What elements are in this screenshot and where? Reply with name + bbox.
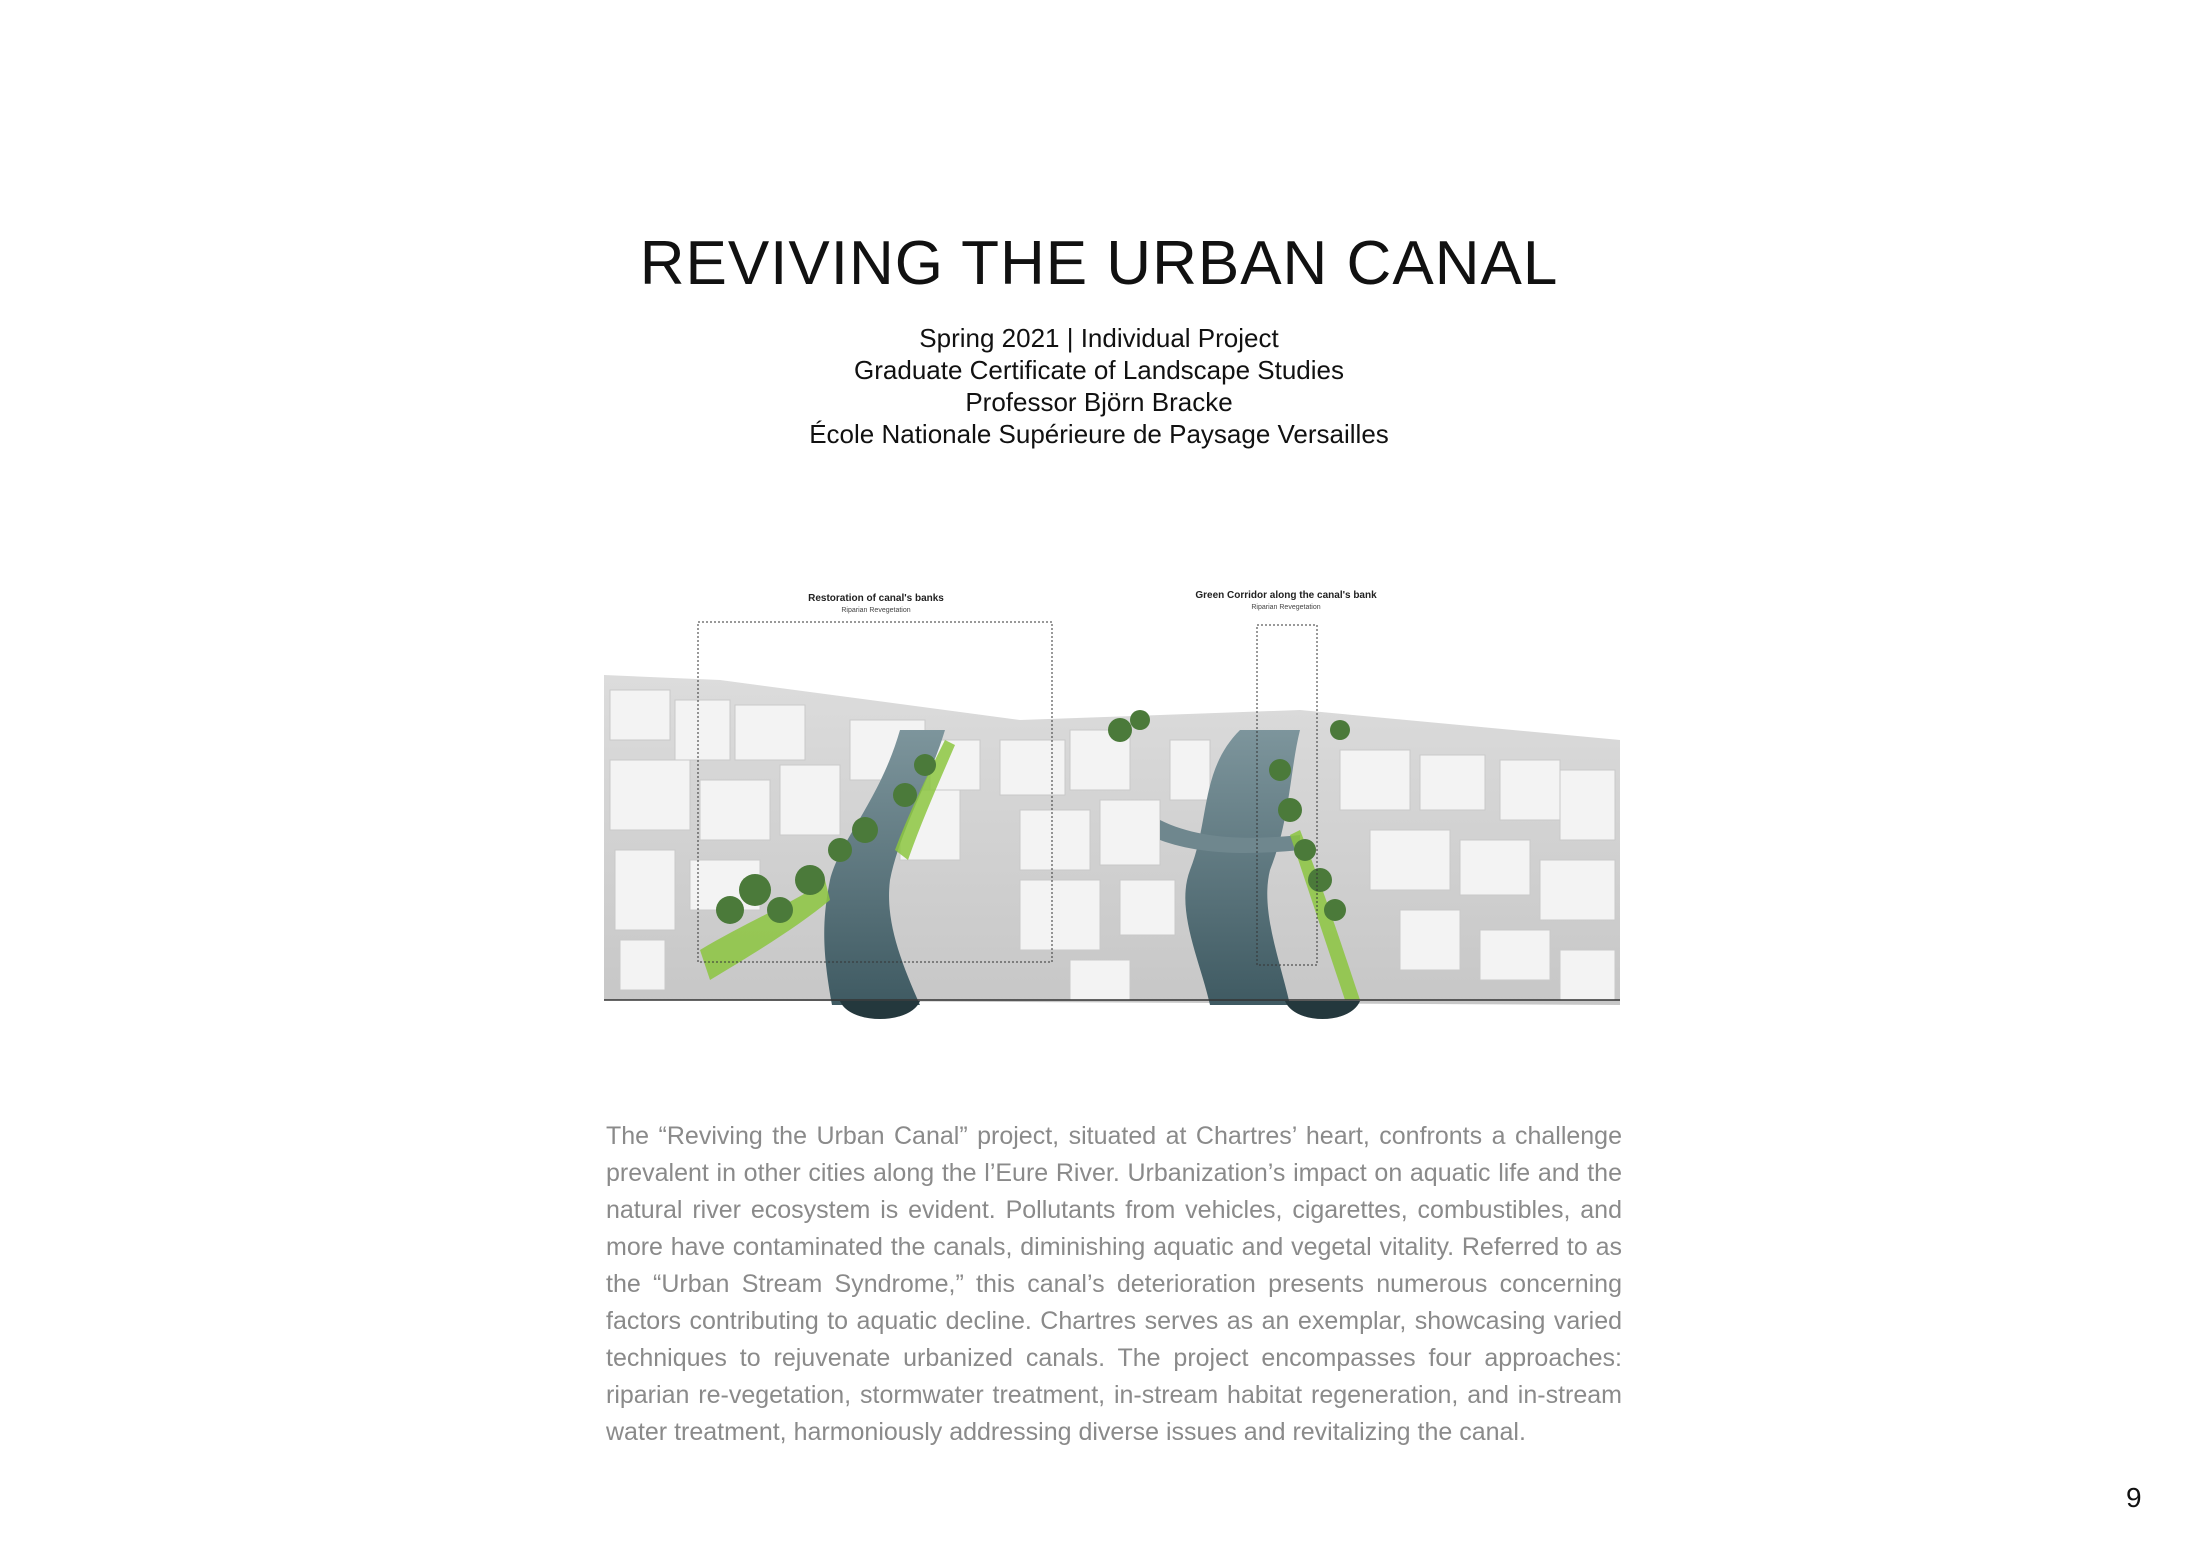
callout-subtitle-left: Riparian Revegetation	[841, 607, 911, 614]
school-name: École Nationale Supérieure de Paysage Versailles	[809, 419, 1389, 449]
canal-axonometric-figure	[600, 580, 1620, 1030]
callout-title-right: Green Corridor along the canal's bank	[1195, 590, 1377, 601]
page-title: REVIVING THE URBAN CANAL	[639, 229, 1559, 298]
project-info	[0, 322, 2198, 450]
page-number: 9	[2126, 1482, 2142, 1513]
callout-subtitle-right: Riparian Revegetation	[1251, 604, 1321, 611]
professor-name: Professor Björn Bracke	[965, 387, 1233, 417]
canal-axonometric-illustration	[600, 580, 1620, 1030]
program-name: Graduate Certificate of Landscape Studies	[854, 355, 1344, 385]
project-term: Spring 2021 | Individual Project	[919, 323, 1279, 353]
left-channel-section	[840, 1001, 920, 1019]
callout-title-left: Restoration of canal's banks	[808, 593, 944, 604]
project-description: The “Reviving the Urban Canal” project, situated at Chartres’ heart, confronts a challenge prevalent in other cities along the l’Eure River. Urbanization’s impact on aquatic life and the natural river ecosystem is evident. Pollutants from vehicles, cigarettes, combustibles, and more have contaminated the canals, diminishing aquatic and vegetal vitality. Referred to as the “Urban Stream Syndrome,” this canal’s deterioration presents numerous concerning factors contributing to aquatic decline. Chartres serves as an exemplar, showcasing varied techniques to rejuvenate urbanized canals. The project encompasses four approaches: riparian re-vegetation, stormwater treatment, in-stream habitat regeneration, and in-stream water treatment, harmoniously addressing diverse issues and revitalizing the canal.	[606, 1122, 1622, 1446]
right-channel-section	[1285, 1001, 1360, 1019]
